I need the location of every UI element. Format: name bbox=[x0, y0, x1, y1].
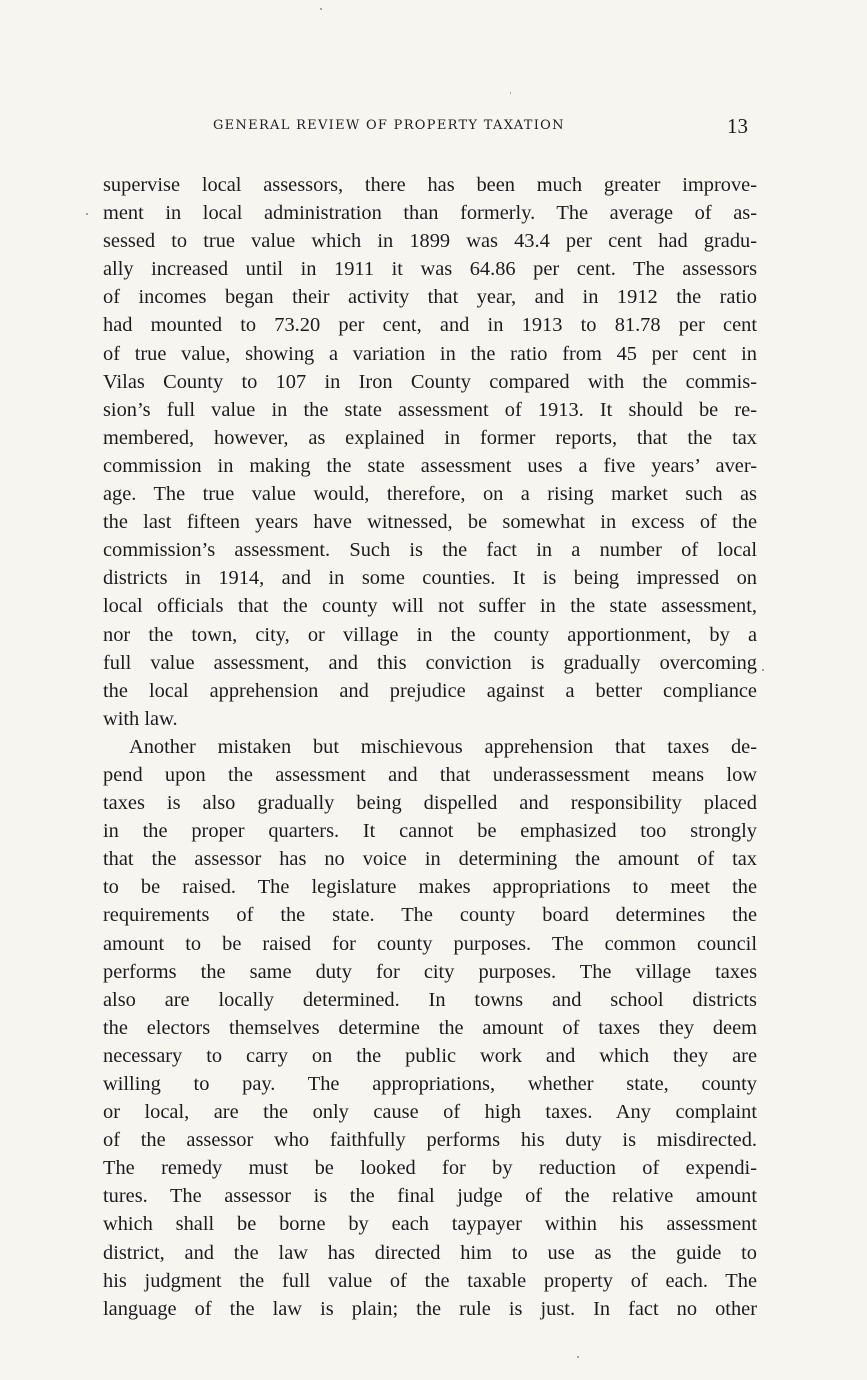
text-line: amount to be raised for county purposes. The common council bbox=[103, 932, 757, 955]
text-line: full value assessment, and this conviction is gradually overcoming bbox=[103, 651, 757, 674]
text-line: pend upon the assessment and that underassessment means low bbox=[103, 763, 757, 786]
text-line: willing to pay. The appropriations, whether state, county bbox=[103, 1073, 757, 1095]
page-number: 13 bbox=[727, 114, 748, 138]
text-line: which shall be borne by each taypayer within his assessment bbox=[103, 1213, 757, 1236]
text-line: the local apprehension and prejudice against a better compliance bbox=[103, 679, 757, 702]
scan-speck bbox=[86, 213, 88, 215]
text-line: local officials that the county will not suffer in the state assessment, bbox=[103, 595, 757, 618]
text-line: language of the law is plain; the rule is just. In fact no other bbox=[103, 1297, 757, 1320]
text-line: district, and the law has directed him to use as the guide to bbox=[103, 1241, 757, 1264]
scan-speck bbox=[320, 8, 322, 10]
text-line: of the assessor who faithfully performs his duty is misdirected. bbox=[103, 1129, 757, 1152]
scan-speck bbox=[762, 669, 764, 671]
text-line: districts in 1914, and in some counties. It is being impressed on bbox=[103, 567, 757, 590]
text-line: also are locally determined. In towns and school districts bbox=[103, 988, 757, 1011]
scan-speck bbox=[577, 1356, 579, 1358]
text-line: tures. The assessor is the final judge of the relative amount bbox=[103, 1185, 757, 1208]
text-line: had mounted to 73.20 per cent, and in 1913 to 81.78 per cent bbox=[103, 314, 757, 337]
running-head-title: GENERAL REVIEW OF PROPERTY TAXATION bbox=[213, 118, 565, 133]
text-line: supervise local assessors, there has been much greater improve- bbox=[103, 174, 757, 196]
text-line: the last fifteen years have witnessed, be somewhat in excess of the bbox=[103, 511, 757, 534]
text-line: of incomes began their activity that year, and in 1912 the ratio bbox=[103, 286, 757, 309]
text-line: membered, however, as explained in former reports, that the tax bbox=[103, 426, 757, 449]
paragraph-1 bbox=[103, 171, 757, 733]
text-line: ment in local administration than formerly. The average of as- bbox=[103, 202, 757, 225]
text-line: his judgment the full value of the taxable property of each. The bbox=[103, 1269, 757, 1292]
text-line: Vilas County to 107 in Iron County compared with the commis- bbox=[103, 370, 757, 393]
text-line: commission in making the state assessment uses a five years’ aver- bbox=[103, 454, 757, 477]
text-line: sion’s full value in the state assessment of 1913. It should be re- bbox=[103, 398, 757, 421]
text-line: performs the same duty for city purposes. The village taxes bbox=[103, 960, 757, 983]
text-line: that the assessor has no voice in determining the amount of tax bbox=[103, 848, 757, 871]
text-line: taxes is also gradually being dispelled and responsibility placed bbox=[103, 792, 757, 815]
text-line: to be raised. The legislature makes appropriations to meet the bbox=[103, 876, 757, 899]
text-line: ally increased until in 1911 it was 64.86 per cent. The assessors bbox=[103, 258, 757, 281]
text-line: age. The true value would, therefore, on a rising market such as bbox=[103, 483, 757, 506]
paragraph-2 bbox=[103, 733, 757, 1323]
text-line: in the proper quarters. It cannot be emphasized too strongly bbox=[103, 820, 757, 843]
scan-speck bbox=[510, 92, 511, 94]
text-line: nor the town, city, or village in the county apportionment, by a bbox=[103, 623, 757, 646]
text-line: with law. bbox=[103, 707, 178, 730]
text-line: The remedy must be looked for by reduction of expendi- bbox=[103, 1157, 757, 1180]
text-line: of true value, showing a variation in the ratio from 45 per cent in bbox=[103, 342, 757, 365]
text-line: or local, are the only cause of high taxes. Any complaint bbox=[103, 1101, 757, 1124]
text-line: necessary to carry on the public work and which they are bbox=[103, 1044, 757, 1067]
text-line: requirements of the state. The county board determines the bbox=[103, 904, 757, 927]
text-line: commission’s assessment. Such is the fact in a number of local bbox=[103, 539, 757, 562]
body-text bbox=[103, 171, 757, 1323]
text-line: Another mistaken but mischievous apprehension that taxes de- bbox=[129, 735, 757, 758]
text-line: the electors themselves determine the amount of taxes they deem bbox=[103, 1016, 757, 1039]
text-line: sessed to true value which in 1899 was 43.4 per cent had gradu- bbox=[103, 230, 757, 253]
